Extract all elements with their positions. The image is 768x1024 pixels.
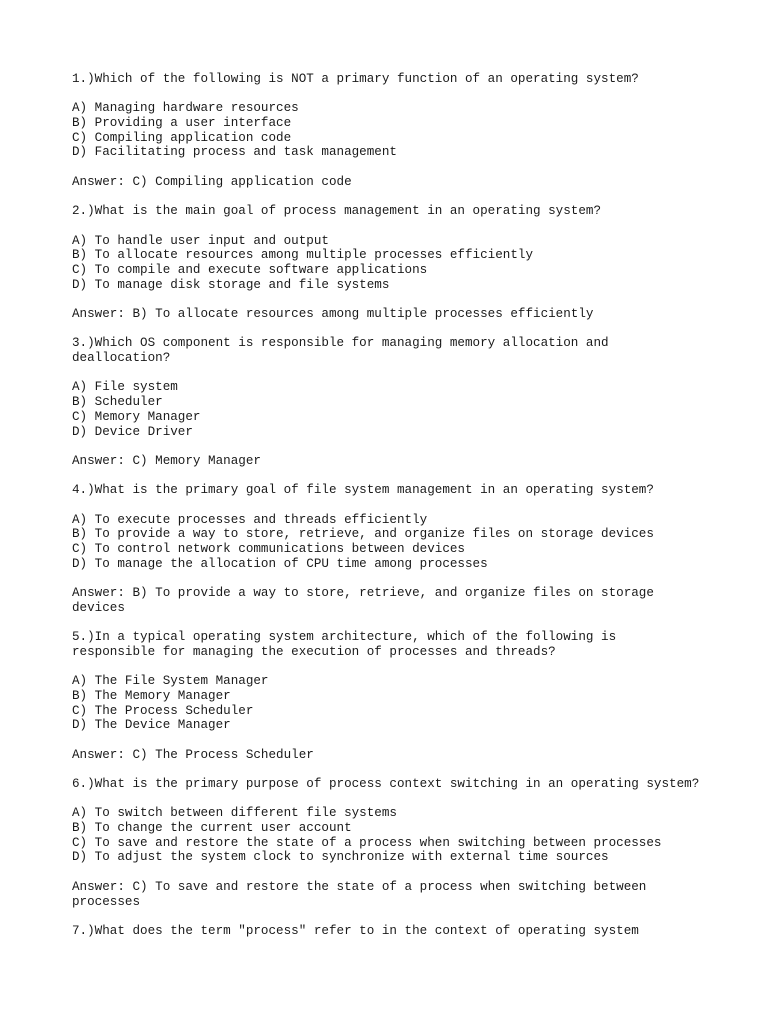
answer-option: A) The File System Manager <box>72 674 269 689</box>
answer-option: B) Providing a user interface <box>72 116 292 131</box>
blank-line <box>72 762 768 777</box>
blank-line <box>72 322 768 337</box>
answer-line: Answer: C) The Process Scheduler <box>72 747 314 762</box>
question-text: 3.)Which OS component is responsible for managing memory allocation and <box>72 336 609 351</box>
question-text: responsible for managing the execution of processes and threads? <box>72 644 556 659</box>
answer-line: Answer: C) Compiling application code <box>72 174 352 189</box>
blank-line <box>72 160 768 175</box>
answer-option: B) To provide a way to store, retrieve, and organize files on storage devices <box>72 527 654 542</box>
question-text: 1.)Which of the following is NOT a primary function of an operating system? <box>72 72 639 86</box>
question-text: deallocation? <box>72 351 171 366</box>
question-text: 4.)What is the primary goal of file system management in an operating system? <box>72 483 654 498</box>
blank-line <box>72 660 768 675</box>
answer-line: devices <box>72 600 125 615</box>
blank-line <box>72 792 768 807</box>
answer-option: C) The Process Scheduler <box>72 703 254 718</box>
answer-option: C) To control network communications between devices <box>72 542 465 556</box>
answer-option: D) To adjust the system clock to synchronize with external time sources <box>72 850 609 865</box>
answer-line: Answer: C) To save and restore the state of a process when switching between <box>72 879 647 894</box>
question-text: 7.)What does the term "process" refer to in the context of operating system <box>72 923 639 938</box>
answer-option: D) To manage disk storage and file systems <box>72 277 390 292</box>
answer-option: B) The Memory Manager <box>72 688 231 703</box>
answer-option: C) To save and restore the state of a process when switching between processes <box>72 835 662 850</box>
answer-option: D) Device Driver <box>72 424 193 439</box>
answer-option: C) To compile and execute software applications <box>72 262 428 277</box>
answer-option: B) To change the current user account <box>72 821 352 836</box>
answer-line: Answer: B) To allocate resources among multiple processes efficiently <box>72 307 594 321</box>
answer-option: D) Facilitating process and task management <box>72 145 397 160</box>
answer-option: D) The Device Manager <box>72 718 231 733</box>
answer-option: C) Compiling application code <box>72 130 292 145</box>
answer-option: B) To allocate resources among multiple processes efficiently <box>72 248 534 263</box>
blank-line <box>72 909 768 924</box>
answer-line: Answer: B) To provide a way to store, retrieve, and organize files on storage <box>72 586 654 601</box>
answer-option: D) To manage the allocation of CPU time among processes <box>72 556 488 571</box>
answer-option: A) To switch between different file systems <box>72 806 397 821</box>
question-text: 6.)What is the primary purpose of process context switching in an operating system? <box>72 777 700 791</box>
blank-line <box>72 87 768 102</box>
answer-option: A) File system <box>72 380 178 395</box>
blank-line <box>72 469 768 484</box>
answer-line: Answer: C) Memory Manager <box>72 453 261 468</box>
blank-line <box>72 190 768 205</box>
answer-option: A) To handle user input and output <box>72 233 329 248</box>
blank-line <box>72 366 768 381</box>
blank-line <box>72 865 768 880</box>
answer-option: C) Memory Manager <box>72 409 201 424</box>
answer-option: B) Scheduler <box>72 395 163 410</box>
blank-line <box>72 219 768 234</box>
answer-option: A) To execute processes and threads efficiently <box>72 512 428 527</box>
blank-line <box>72 615 768 630</box>
blank-line <box>72 292 768 307</box>
blank-line <box>72 439 768 454</box>
answer-line: processes <box>72 894 141 909</box>
blank-line <box>72 571 768 586</box>
blank-line <box>72 733 768 748</box>
question-text: 2.)What is the main goal of process management in an operating system? <box>72 204 602 219</box>
question-text: 5.)In a typical operating system architecture, which of the following is <box>72 630 617 645</box>
answer-option: A) Managing hardware resources <box>72 101 299 116</box>
blank-line <box>72 498 768 513</box>
